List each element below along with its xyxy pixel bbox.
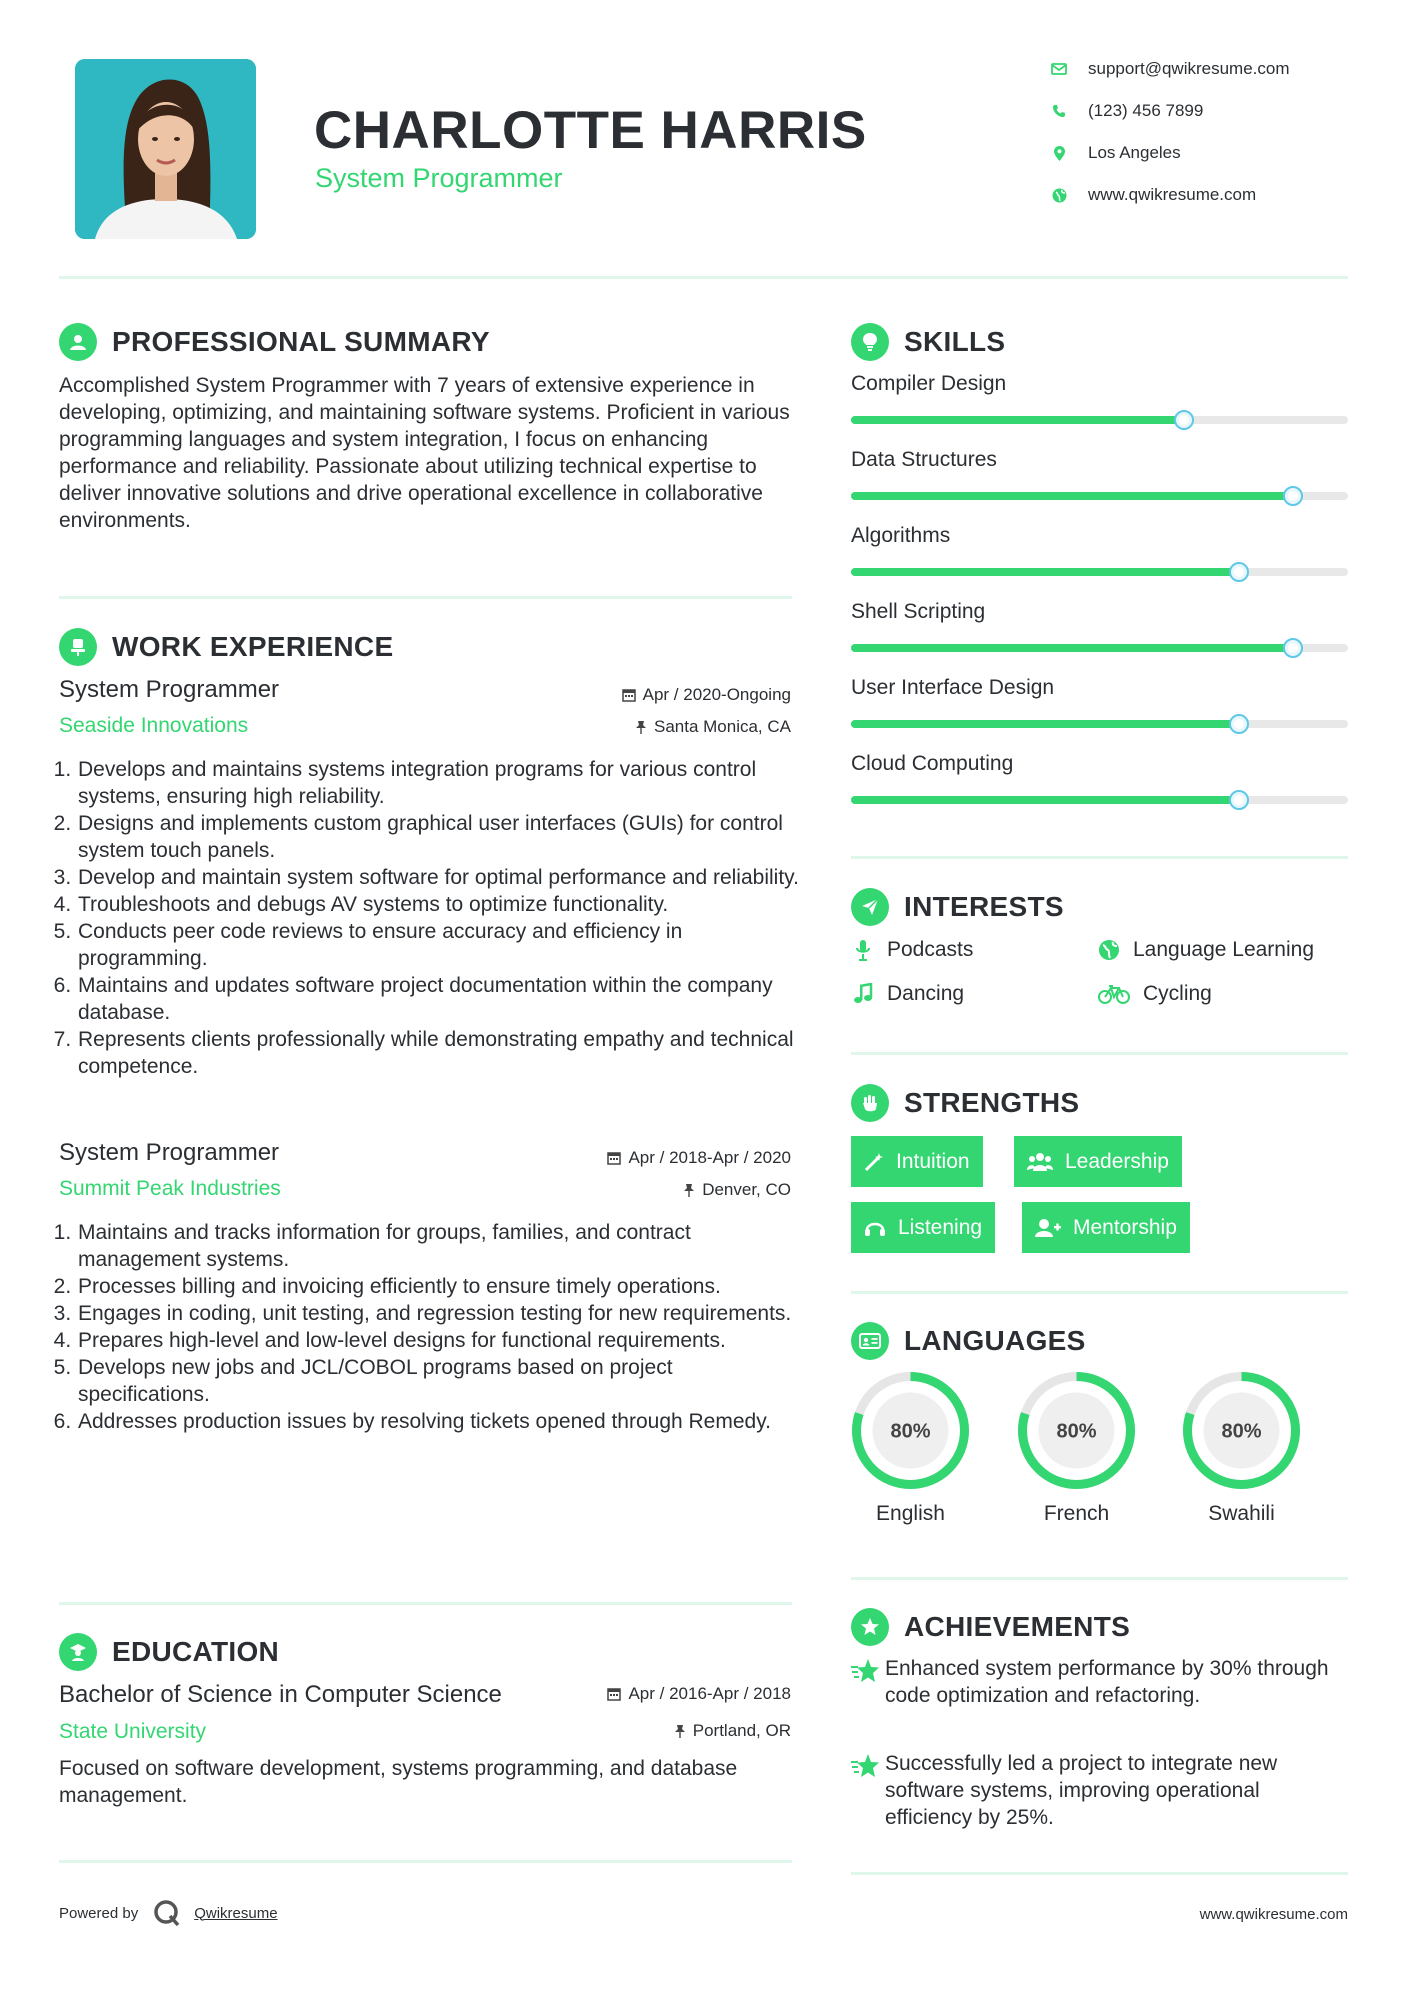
list-item: 6. Maintains and updates software project documentation within the company database. [77,972,805,1026]
interest-item: Dancing [851,978,964,1010]
skill-bar [851,416,1348,424]
contact-website-text: www.qwikresume.com [1088,185,1257,204]
headphones-icon [864,1218,886,1238]
job-title: System Programmer [59,676,280,703]
list-item: 3. Develop and maintain system software for optimal performance and reliability. [77,864,805,891]
language-name: English [876,1502,945,1525]
list-item: 4. Prepares high-level and low-level designs for functional requirements. [77,1327,805,1354]
education-degree: Bachelor of Science in Computer Science [59,1681,502,1708]
achievements-heading: ACHIEVEMENTS [851,1607,1130,1647]
education-heading: EDUCATION [59,1632,279,1672]
skill-bar-fill [851,416,1184,424]
experience-divider [59,1602,792,1605]
skill-name: Cloud Computing [851,752,1014,775]
contact-email-text: support@qwikresume.com [1088,59,1290,78]
strength-chip: Listening [851,1202,995,1253]
qwikresume-logo-icon [152,1898,182,1928]
education-school: State University [59,1720,207,1743]
user-icon [59,323,97,361]
lightbulb-icon [851,323,889,361]
skill-bar-knob [1229,714,1249,734]
language-name: Swahili [1208,1502,1275,1525]
strengths-divider [851,1291,1348,1294]
list-item: 4. Troubleshoots and debugs AV systems to optimize functionality. [77,891,805,918]
education-date: Apr / 2016-Apr / 2018 [607,1684,791,1704]
list-item: 1. Maintains and tracks information for groups, families, and contract management systems. [77,1219,805,1273]
paper-plane-icon [851,888,889,926]
chair-icon [59,628,97,666]
list-item: 3. Engages in coding, unit testing, and regression testing for new requirements. [77,1300,805,1327]
contact-phone[interactable] [1048,97,1348,125]
skill-name: Algorithms [851,524,951,547]
magic-wand-icon [864,1152,884,1172]
pushpin-icon [683,1183,695,1197]
interest-item: Cycling [1097,978,1212,1010]
job-responsibilities [55,756,805,1080]
skill-bar-fill [851,720,1239,728]
star-icon [851,1750,885,1831]
candidate-title: System Programmer [315,163,563,193]
language-name: French [1043,1502,1110,1525]
contact-location-text: Los Angeles [1088,143,1181,162]
summary-divider [59,596,792,599]
languages-divider [851,1577,1348,1580]
bicycle-icon [1097,982,1131,1006]
interests-heading: INTERESTS [851,887,1064,927]
list-item: 2. Processes billing and invoicing efficiently to ensure timely operations. [77,1273,805,1300]
skill-bar-knob [1174,410,1194,430]
profile-photo [75,59,256,239]
strengths-heading: STRENGTHS [851,1083,1079,1123]
envelope-icon [1048,58,1070,80]
achievements-divider [851,1872,1348,1875]
interest-item: Language Learning [1097,934,1314,966]
language-item [850,1370,971,1526]
achievement-item: Successfully led a project to integrate new software systems, improving operational efficiency by 25%. [851,1750,1351,1831]
calendar-icon [607,1687,621,1701]
globe-icon [1048,184,1070,206]
job-location: Denver, CO [683,1180,791,1200]
skill-bar-fill [851,568,1239,576]
contact-website[interactable] [1048,181,1348,209]
language-percent: 80% [890,1420,931,1443]
pushpin-icon [635,720,647,734]
interests-divider [851,1052,1348,1055]
globe-icon [1097,938,1121,962]
star-icon [851,1655,885,1709]
pushpin-icon [674,1724,686,1738]
list-item: 2. Designs and implements custom graphical user interfaces (GUIs) for control system touch panels. [77,810,805,864]
skill-bar [851,568,1348,576]
skill-bar [851,720,1348,728]
experience-heading: WORK EXPERIENCE [59,627,393,667]
list-item: 5. Conducts peer code reviews to ensure accuracy and efficiency in programming. [77,918,805,972]
user-plus-icon [1035,1218,1061,1238]
footer-powered-by: Powered by Qwikresume [59,1898,278,1928]
skill-bar [851,492,1348,500]
job-location: Santa Monica, CA [635,717,791,737]
hand-icon [851,1084,889,1122]
skill-name: User Interface Design [851,676,1055,699]
skill-name: Data Structures [851,448,997,471]
languages-heading: LANGUAGES [851,1321,1086,1361]
microphone-icon [851,938,875,962]
skills-heading: SKILLS [851,322,1005,362]
skill-bar-fill [851,644,1293,652]
star-badge-icon [851,1608,889,1646]
music-note-icon [851,982,875,1006]
language-ring [1181,1370,1302,1491]
calendar-icon [622,688,636,702]
contact-email[interactable] [1048,55,1348,83]
skill-bar-knob [1283,486,1303,506]
language-item [1181,1370,1302,1526]
contact-phone-text: (123) 456 7899 [1088,101,1204,120]
strength-chip: Leadership [1014,1136,1182,1187]
skill-bar-fill [851,796,1239,804]
language-percent: 80% [1221,1420,1262,1443]
list-item: 6. Addresses production issues by resolving tickets opened through Remedy. [77,1408,805,1435]
footer-url[interactable]: www.qwikresume.com [1199,1906,1348,1923]
language-ring [850,1370,971,1491]
phone-icon [1048,100,1070,122]
skills-divider [851,856,1348,859]
job-responsibilities [55,1219,805,1435]
skill-bar [851,644,1348,652]
education-description: Focused on software development, systems programming, and database management. [59,1757,738,1807]
language-item [1016,1370,1137,1526]
job-date: Apr / 2018-Apr / 2020 [607,1148,791,1168]
id-card-icon [851,1322,889,1360]
candidate-name: CHARLOTTE HARRIS [314,101,867,160]
summary-text: Accomplished System Programmer with 7 years of extensive experience in developing, optimizing, and maintaining software systems. Proficient in various programming languages and system integration, I focus on enhancing performance and reliability. Passionate about utilizing technical expertise to deliver innovative solutions and drive operational excellence in collaborative environments. [59,374,790,532]
job-title: System Programmer [59,1139,280,1166]
contact-location [1048,139,1348,167]
education-divider [59,1860,792,1863]
job-date: Apr / 2020-Ongoing [622,685,791,705]
header-divider [59,276,1348,279]
education-location: Portland, OR [674,1721,791,1741]
list-item: 1. Develops and maintains systems integration programs for various control systems, ensuring high reliability. [77,756,805,810]
brand-link[interactable]: Qwikresume [194,1904,278,1922]
strength-chip: Mentorship [1022,1202,1190,1253]
skill-name: Shell Scripting [851,600,986,623]
achievement-item: Enhanced system performance by 30% through code optimization and refactoring. [851,1655,1351,1709]
summary-heading: PROFESSIONAL SUMMARY [59,322,490,362]
skill-bar-knob [1229,790,1249,810]
skill-bar-knob [1229,562,1249,582]
graduate-icon [59,1633,97,1671]
language-ring [1016,1370,1137,1491]
job-company: Summit Peak Industries [59,1177,281,1200]
map-pin-icon [1048,142,1070,164]
calendar-icon [607,1151,621,1165]
list-item: 5. Develops new jobs and JCL/COBOL programs based on project specifications. [77,1354,805,1408]
interest-item: Podcasts [851,934,973,966]
skill-bar [851,796,1348,804]
strength-chip: Intuition [851,1136,983,1187]
job-company: Seaside Innovations [59,714,249,737]
skill-name: Compiler Design [851,372,1007,395]
skill-bar-fill [851,492,1293,500]
users-icon [1027,1152,1053,1172]
list-item: 7. Represents clients professionally while demonstrating empathy and technical competence. [77,1026,805,1080]
skill-bar-knob [1283,638,1303,658]
language-percent: 80% [1056,1420,1097,1443]
